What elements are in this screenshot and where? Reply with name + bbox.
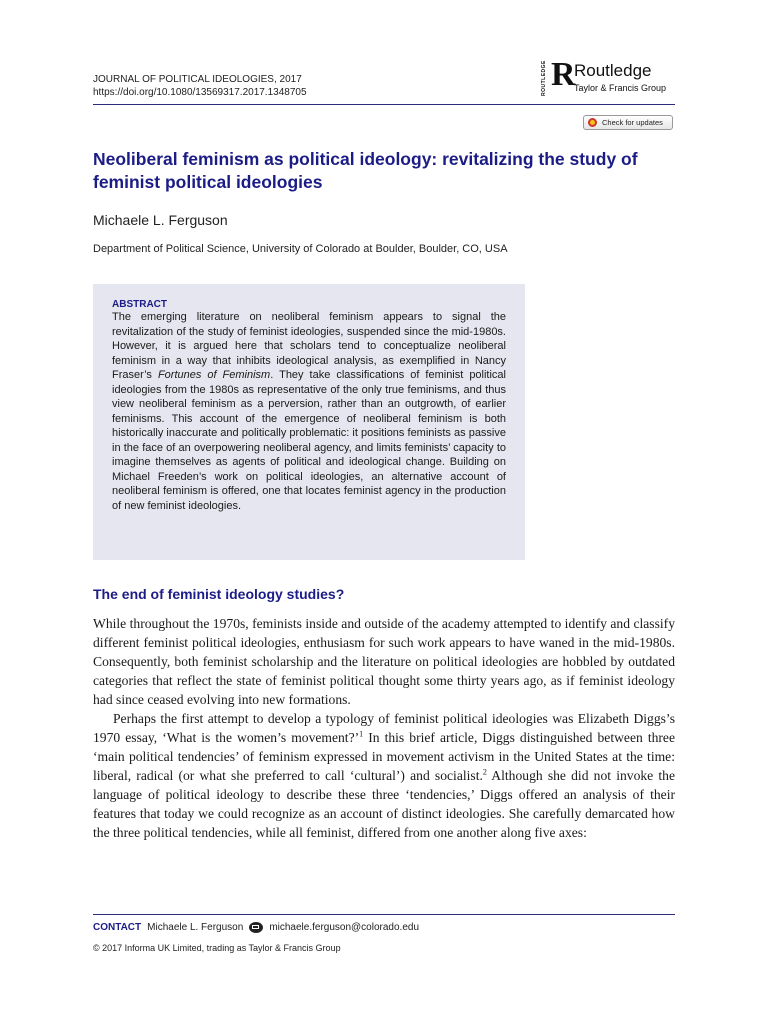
footnote-ref-1[interactable]: 1 <box>359 729 364 739</box>
abstract-text-part2: . They take classifications of feminist political ideologies from the 1980s as representative of the only true feminisms, and thus view neoliberal feminism as a perversion, rather than an outgrowth, of earlier feminisms. This account of the emergence of neoliberal feminism is both historically inaccurate and politically problematic: it positions feminists as passive in the face of an overpowering neoliberal agency, and limits feminists’ capacity to imagine themselves as agents of political and ideological change. Building on Michael Freeden’s work on political ideologies, an alternative account of neoliberal feminism is offered, one that locates feminist agency in the production of new feminist ideologies. <box>112 369 506 512</box>
contact-email[interactable]: michaele.ferguson@colorado.edu <box>269 922 419 933</box>
abstract-heading: ABSTRACT <box>112 299 167 310</box>
abstract-text <box>112 310 506 513</box>
contact-name: Michaele L. Ferguson <box>147 922 244 933</box>
publisher-name: Routledge <box>574 61 652 80</box>
article-title: Neoliberal feminism as political ideology: revitalizing the study of feminist political ideologies <box>93 149 638 192</box>
email-icon <box>249 922 263 933</box>
footnote-ref-2[interactable]: 2 <box>482 767 487 777</box>
copyright-notice: © 2017 Informa UK Limited, trading as Taylor & Francis Group <box>93 943 341 953</box>
paragraph-2-part2: In this brief article, Diggs distinguished between three ‘main political tendencies’ of feminism expressed in movement activism in the United States at the time: liberal, radical (or what she preferred to call ‘cultural’) and socialist. <box>93 730 675 783</box>
footer-divider <box>93 914 675 915</box>
paragraph-2-part3: Although she did not invoke the language of political ideology to describe these three ‘tendencies,’ Diggs offered an analysis of their features that today we could recognize as an account of distinct ideologies. She carefully demarcated how the three political tendencies, while all feminist, differed from one another along five axes: <box>93 768 675 840</box>
paragraph-1: While throughout the 1970s, feminists inside and outside of the academy attempted to identify and classify different feminist political ideologies, enthusiasm for such work appears to have waned in the mid-1980s. Consequently, both feminist scholarship and the literature on political ideologies are hobbled by outdated categories that reflect the state of feminist political thought some thirty years ago, as if feminist ideology had since ceased evolving into new formations. <box>93 616 675 707</box>
paragraph-2-part1: Perhaps the first attempt to develop a typology of feminist political ideologies was Elizabeth Diggs’s 1970 essay, ‘What is the women’s movement?’ <box>93 711 675 745</box>
check-for-updates-button[interactable] <box>583 115 673 130</box>
contact-line <box>93 922 419 933</box>
section-heading: The end of feminist ideology studies? <box>93 586 345 602</box>
author-affiliation: Department of Political Science, University of Colorado at Boulder, Boulder, CO, USA <box>93 243 508 255</box>
article-author: Michaele L. Ferguson <box>93 212 228 228</box>
body-text <box>93 614 675 842</box>
routledge-logo-icon: R <box>551 56 576 93</box>
crossmark-icon <box>588 118 597 127</box>
abstract-book-title: Fortunes of Feminism <box>157 369 271 381</box>
abstract-box <box>93 284 525 560</box>
check-for-updates-label: Check for updates <box>602 118 663 127</box>
abstract-text-part1: The emerging literature on neoliberal feminism appears to signal the revitalization of the study of feminist ideologies, suspended since the mid-1980s. However, it is argued here that scholars tend to conceptualize neoliberal feminism in a way that inhibits ideological analysis, as exemplified in Nancy Fraser’s <box>112 311 506 381</box>
journal-name: JOURNAL OF POLITICAL IDEOLOGIES, 2017 <box>93 74 302 85</box>
contact-label: CONTACT <box>93 922 142 933</box>
journal-header <box>93 73 307 99</box>
paragraph-2 <box>93 709 675 842</box>
publisher-subtitle: Taylor & Francis Group <box>574 83 667 93</box>
header-divider <box>93 104 675 105</box>
doi-link[interactable]: https://doi.org/10.1080/13569317.2017.1348705 <box>93 87 307 98</box>
publisher-logo[interactable] <box>541 58 681 100</box>
publisher-side-text: ROUTLEDGE <box>541 60 547 96</box>
